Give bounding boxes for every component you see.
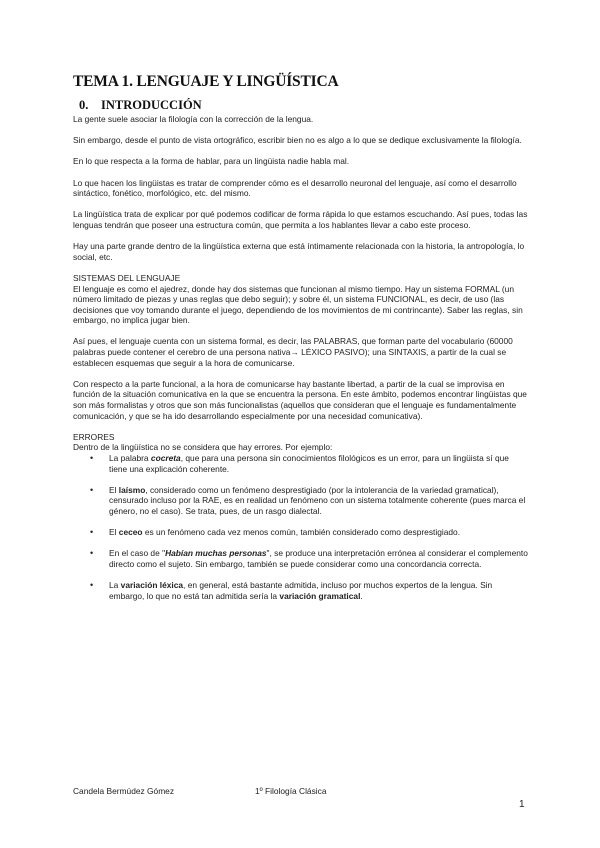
intro-paragraph-2: Sin embargo, desde el punto de vista ortográfico, escribir bien no es algo a lo que se dedique exclusivamente la filología. (73, 135, 522, 146)
section-title: INTRODUCCIÓN (101, 98, 202, 112)
term: variación léxica (120, 580, 184, 591)
errores-heading: ERRORES (73, 431, 115, 442)
intro-paragraph-5: La lingüística trata de explicar por qué podemos codificar de forma rápida lo que estamos escuchando. Así pues, todas las lenguas tendrán que poseer una estructura común, que permita a los hablantes llevar a cabo este proceso. (73, 209, 528, 230)
intro-paragraph-4: Lo que hacen los lingüistas es tratar de comprender cómo es el desarrollo neuronal del lenguaje, así como el desarrollo sintáctico, fonético, morfológico, etc. del mismo. (73, 177, 517, 199)
intro-paragraph-3: En lo que respecta a la forma de hablar, para un lingüista nadie habla mal. (73, 156, 350, 167)
errores-list (73, 453, 528, 601)
term: laísmo (118, 484, 146, 495)
intro-paragraph-1: La gente suele asociar la filología con la corrección de la lengua. (73, 114, 314, 124)
term: variación gramatical (279, 590, 361, 601)
sistemas-heading: SISTEMAS DEL LENGUAJE (73, 272, 181, 283)
list-item: • El laísmo, considerado como un fenómeno desprestigiado (por la intolerancia de la variedad gramatical), censurado incluso por la RAE, es en realidad un fenómeno con un sistema totalmente coherente (pues marca el género, no el caso). Se trata, pues, de un rasgo dialectal. (109, 485, 528, 517)
sistemas-paragraph-1: El lenguaje es como el ajedrez, donde hay dos sistemas que funcionan al mismo tiempo. Hay un sistema FORMAL (un número limitado de piezas y unas reglas que debo seguir); y sobre él, un sistema FUNCIONAL, es decir, de uso (las decisiones que voy tomando durante el juego, dependiendo de los movimientos de mi contrincante). Saber las reglas, sin embargo, no implica jugar bien. (73, 283, 523, 326)
term: ceceo (118, 527, 143, 538)
list-item: • La variación léxica, en general, está bastante admitida, incluso por muchos expertos de la lengua. Sin embargo, lo que no está tan admitida sería la variación gramatical. (109, 580, 528, 601)
document-title: TEMA 1. LENGUAJE Y LINGÜÍSTICA (73, 73, 339, 90)
list-item: • El ceceo es un fenómeno cada vez menos común, también considerado como desprestigiado. (109, 527, 528, 538)
sistemas-paragraph-2: Así pues, el lenguaje cuenta con un sistema formal, es decir, las PALABRAS, que forman parte del vocabulario (60000 palabras puede contener el cerebro de una persona nativa→ LÉXICO PASIVO); una SINTAXIS, a partir de la cual se establecen esquemas que seguir a la hora de comunicarse. (73, 336, 513, 368)
page-footer (73, 786, 327, 796)
list-item: • La palabra cocreta, que para una persona sin conocimientos filológicos es un error, para un lingüista sí que tiene una explicación coherente. (109, 453, 528, 474)
footer-course: 1º Filología Clásica (255, 786, 327, 796)
page-number: 1 (519, 799, 525, 810)
intro-paragraph-6: Hay una parte grande dentro de la lingüística externa que está íntimamente relacionada con la historia, la antropología, lo social, etc. (73, 241, 525, 262)
list-item: • En el caso de "Habían muchas personas", se produce una interpretación errónea al considerar el complemento directo como el sujeto. Sin embargo, también se puede considerar como una concordancia correcta. (109, 548, 528, 569)
term: cocreta (150, 453, 181, 463)
section-number: 0. (79, 98, 89, 112)
section-heading (79, 98, 202, 113)
errores-intro: Dentro de la lingüística no se considera que hay errores. Por ejemplo: (73, 442, 333, 453)
term: Habían muchas personas (165, 548, 267, 559)
document-body (73, 114, 528, 612)
sistemas-paragraph-3: Con respecto a la parte funcional, a la hora de comunicarse hay bastante libertad, a partir de la cual se improvisa en función de la situación comunicativa en la que se encuentra la persona. En este ámbito, podemos encontrar lingüistas que son más formalistas y otros que son más funcionalistas (aquellos que consideran que el lenguaje es fundamentalmente comunicación, y que se ha ido desarrollando especialmente por una necesidad comunicativa). (73, 378, 527, 421)
footer-author: Candela Bermúdez Gómez (73, 786, 175, 796)
